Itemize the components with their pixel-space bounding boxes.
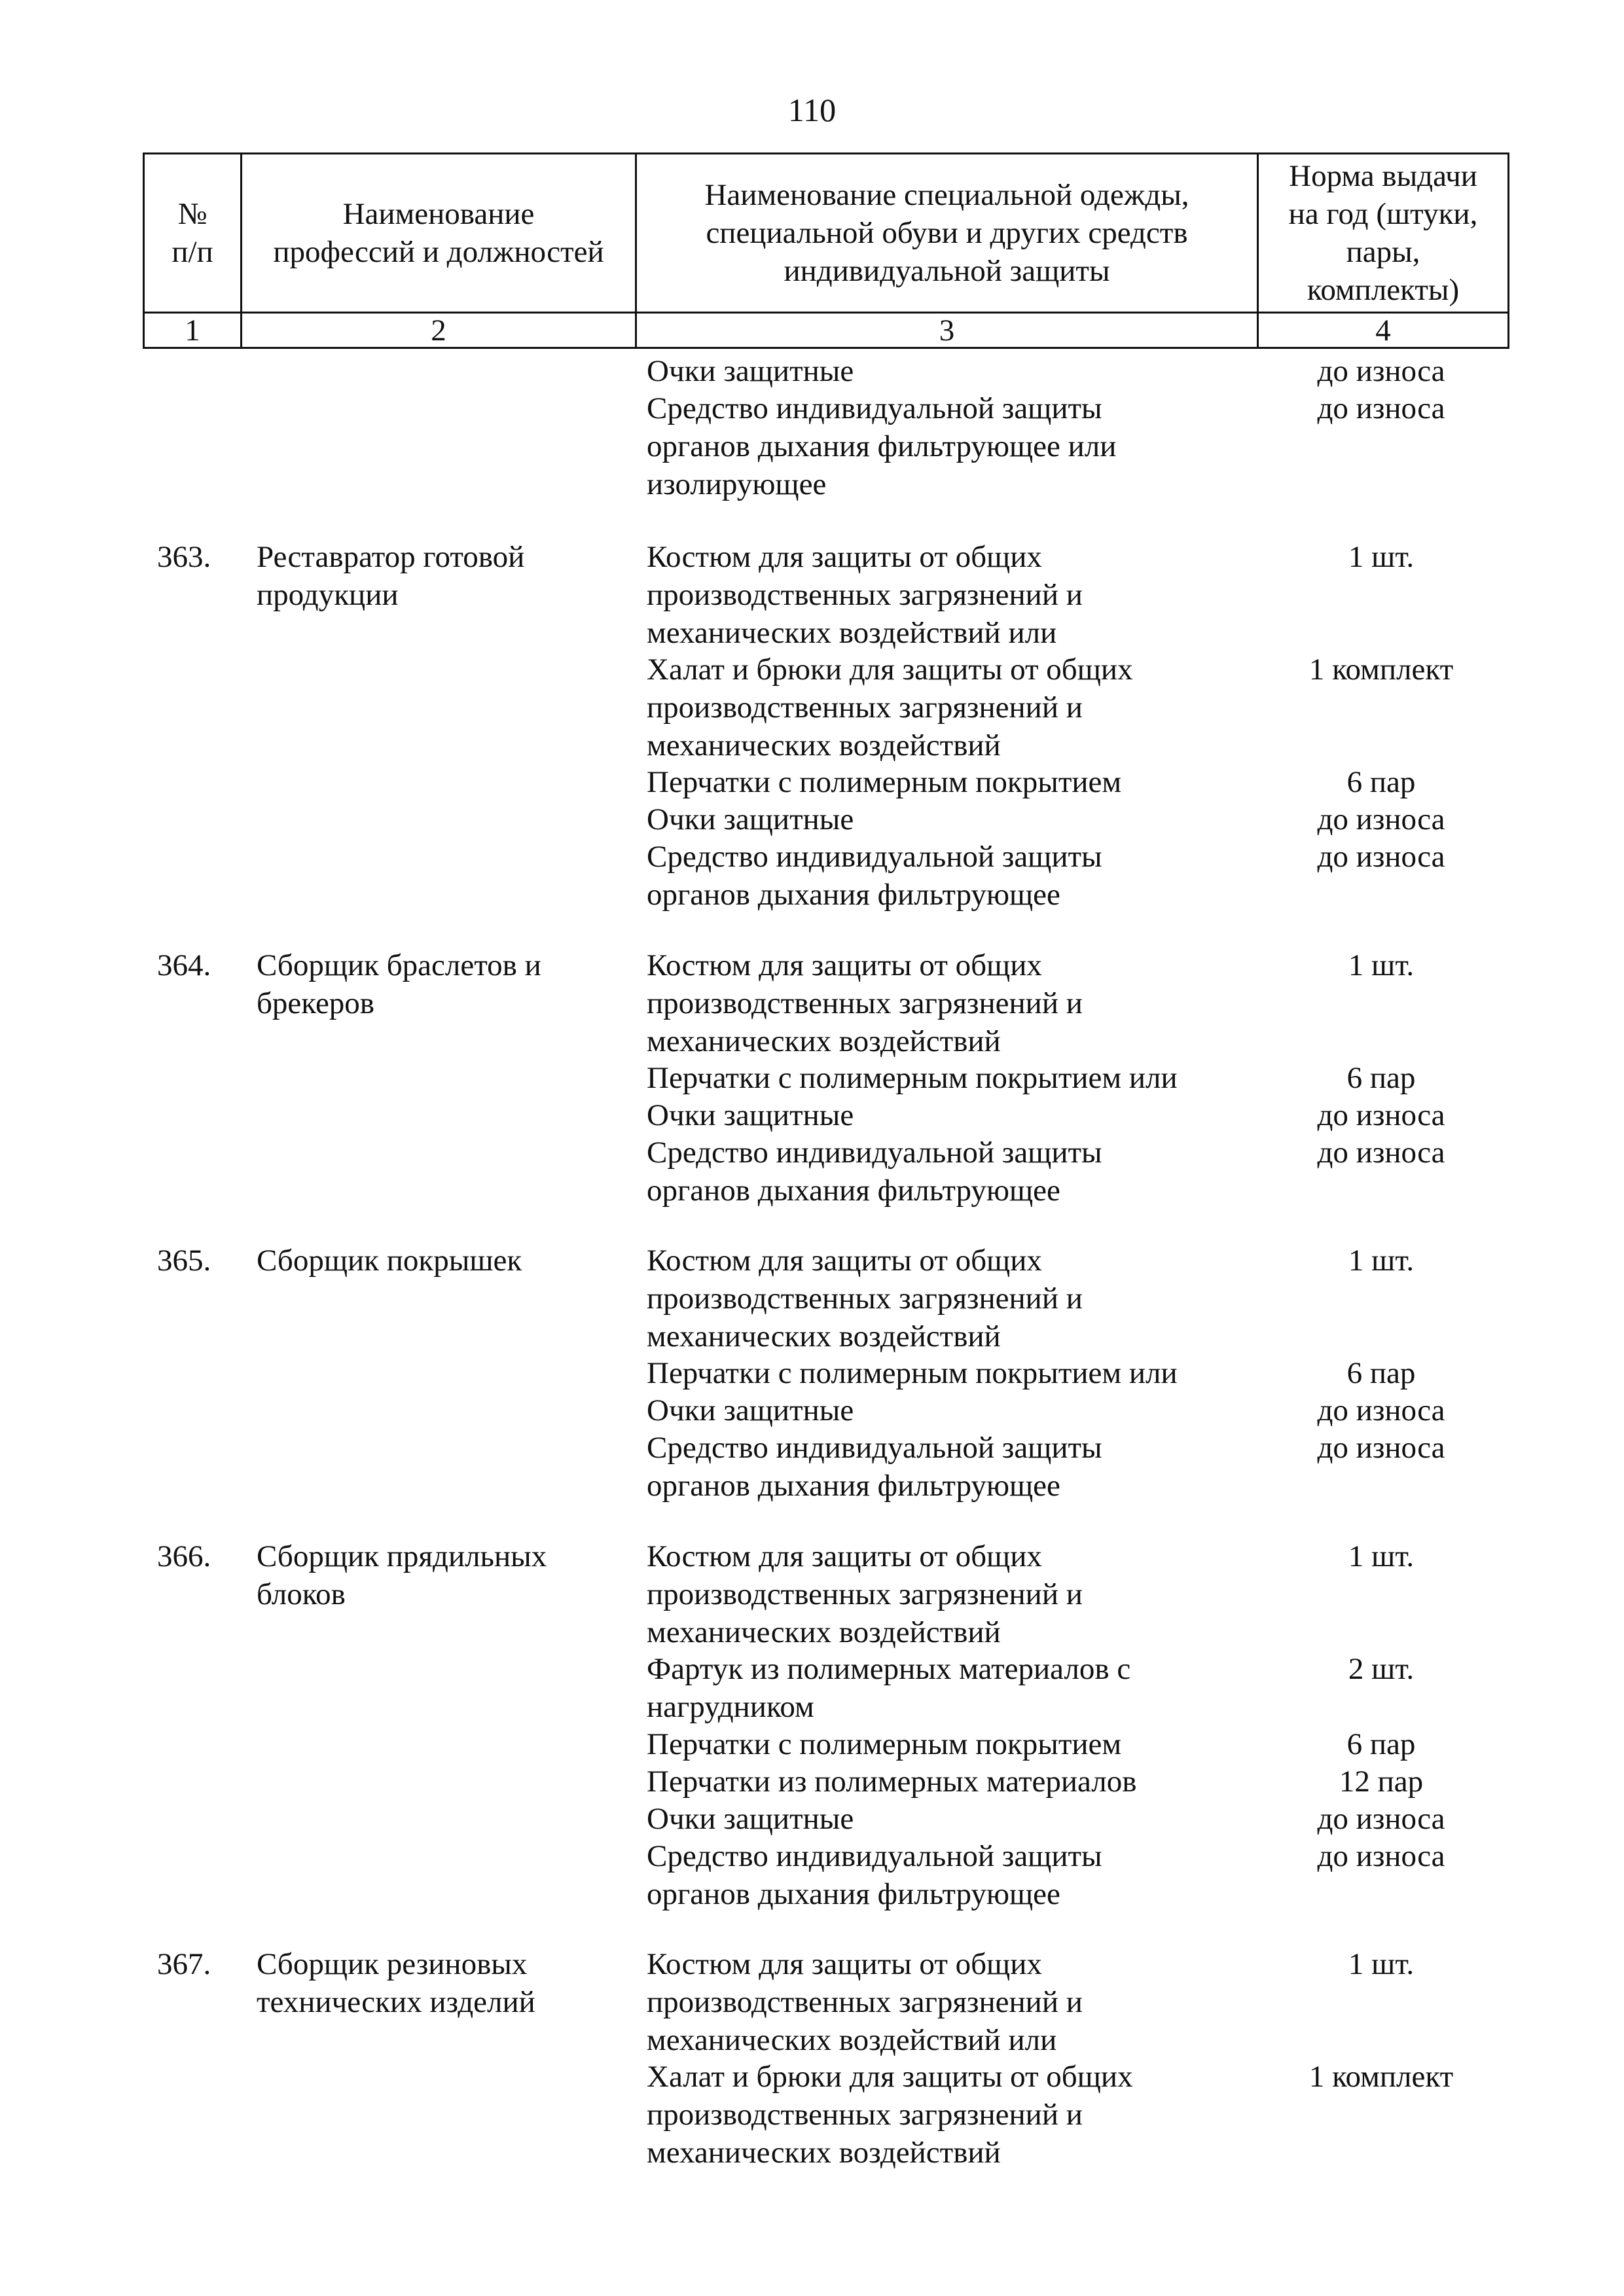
ppe-item-line: механических воздействий — [647, 2136, 1001, 2170]
ppe-item-line: Халат и брюки для защиты от общих — [647, 2060, 1133, 2094]
header-divider — [1257, 154, 1259, 347]
ppe-item-line: Очки защитные — [647, 1802, 854, 1836]
header-divider — [635, 154, 637, 347]
profession-name: Сборщик браслетов и — [257, 948, 541, 982]
ppe-norm: до износа — [1317, 391, 1445, 425]
ppe-item-line: механических воздействий — [647, 1319, 1001, 1354]
profession-name: Реставратор готовой — [257, 540, 525, 574]
ppe-item-line: производственных загрязнений и — [647, 691, 1083, 725]
ppe-norm: до износа — [1317, 1393, 1445, 1427]
ppe-item-line: производственных загрязнений и — [647, 578, 1083, 612]
ppe-item-line: механических воздействий — [647, 1615, 1001, 1649]
ppe-norm: 1 шт. — [1348, 948, 1415, 982]
ppe-item-line: Фартук из полимерных материалов с — [647, 1652, 1131, 1686]
ppe-norm: до износа — [1317, 840, 1445, 874]
ppe-item-line: органов дыхания фильтрующее — [647, 1877, 1060, 1911]
ppe-item-line: Халат и брюки для защиты от общих — [647, 653, 1133, 687]
ppe-norm: до износа — [1317, 1431, 1445, 1465]
ppe-norm: 6 пар — [1346, 1727, 1416, 1761]
ppe-item-line: Средство индивидуальной защиты — [647, 1839, 1102, 1873]
ppe-norm: до износа — [1317, 354, 1445, 388]
ppe-item-line: механических воздействий или — [647, 616, 1057, 650]
header-ppe-name: Наименование специальной одежды, специальной обуви и других средств индивидуальной защиты — [704, 178, 1189, 288]
ppe-norm: 1 комплект — [1308, 653, 1454, 687]
ppe-item-line: Костюм для защиты от общих — [647, 1244, 1042, 1278]
header-norm: Норма выдачи на год (штуки, пары, комплекты) — [1288, 159, 1478, 307]
page-number: 110 — [787, 92, 837, 128]
ppe-item-line: Средство индивидуальной защиты — [647, 391, 1102, 425]
table-header — [143, 152, 1509, 349]
header-num-4: 4 — [1375, 313, 1391, 348]
profession-name: технических изделий — [257, 1985, 535, 2019]
ppe-item-line: Очки защитные — [647, 354, 854, 388]
ppe-norm: 1 комплект — [1308, 2060, 1454, 2094]
ppe-norm: 6 пар — [1346, 1356, 1416, 1390]
ppe-item-line: Средство индивидуальной защиты — [647, 1136, 1102, 1170]
ppe-norm: 6 пар — [1346, 1061, 1416, 1095]
ppe-item-line: Костюм для защиты от общих — [647, 540, 1042, 574]
header-num-1: 1 — [185, 313, 200, 348]
header-num-2: 2 — [431, 313, 446, 348]
header-number: № п/п — [171, 197, 213, 269]
ppe-item-line: органов дыхания фильтрующее — [647, 1469, 1060, 1503]
entry-number: 364. — [157, 948, 211, 982]
ppe-item-line: органов дыхания фильтрующее — [647, 1174, 1060, 1208]
ppe-item-line: Костюм для защиты от общих — [647, 948, 1042, 982]
ppe-item-line: Очки защитные — [647, 1098, 854, 1132]
ppe-item-line: Перчатки из полимерных материалов — [647, 1765, 1137, 1799]
ppe-item-line: производственных загрязнений и — [647, 1282, 1083, 1316]
ppe-norm: 2 шт. — [1348, 1652, 1415, 1686]
ppe-item-line: Очки защитные — [647, 1393, 854, 1427]
ppe-norm: до износа — [1317, 1802, 1445, 1836]
ppe-item-line: механических воздействий или — [647, 2023, 1057, 2057]
profession-name: Сборщик резиновых — [257, 1947, 528, 1981]
ppe-item-line: органов дыхания фильтрующее — [647, 878, 1060, 912]
profession-name: брекеров — [257, 986, 374, 1020]
ppe-item-line: производственных загрязнений и — [647, 1577, 1083, 1611]
profession-name: Сборщик покрышек — [257, 1244, 522, 1278]
ppe-item-line: производственных загрязнений и — [647, 1985, 1083, 2019]
ppe-norm: до износа — [1317, 1839, 1445, 1873]
ppe-item-line: Перчатки с полимерным покрытием — [647, 765, 1122, 799]
ppe-norm: до износа — [1317, 1098, 1445, 1132]
profession-name: продукции — [257, 578, 399, 612]
ppe-norm: 1 шт. — [1348, 1947, 1415, 1981]
header-row-divider — [145, 312, 1507, 314]
ppe-item-line: механических воздействий — [647, 1024, 1001, 1058]
header-profession: Наименование профессий и должностей — [273, 197, 604, 269]
entry-number: 367. — [157, 1947, 211, 1981]
ppe-item-line: Очки защитные — [647, 802, 854, 836]
ppe-item-line: Перчатки с полимерным покрытием — [647, 1727, 1122, 1761]
ppe-item-line: Костюм для защиты от общих — [647, 1947, 1042, 1981]
ppe-norm: до износа — [1317, 1136, 1445, 1170]
profession-name: Сборщик прядильных — [257, 1539, 547, 1573]
ppe-item-line: изолирующее — [647, 467, 827, 501]
profession-name: блоков — [257, 1577, 346, 1611]
ppe-item-line: Средство индивидуальной защиты — [647, 1431, 1102, 1465]
ppe-item-line: производственных загрязнений и — [647, 986, 1083, 1020]
ppe-norm: 12 пар — [1339, 1765, 1424, 1799]
ppe-norm: 1 шт. — [1348, 1244, 1415, 1278]
header-num-3: 3 — [939, 313, 955, 348]
entry-number: 363. — [157, 540, 211, 574]
ppe-item-line: Перчатки с полимерным покрытием или — [647, 1356, 1178, 1390]
ppe-item-line: органов дыхания фильтрующее или — [647, 429, 1117, 463]
ppe-norm: 6 пар — [1346, 765, 1416, 799]
ppe-norm: 1 шт. — [1348, 1539, 1415, 1573]
ppe-item-line: Перчатки с полимерным покрытием или — [647, 1061, 1178, 1095]
entry-number: 365. — [157, 1244, 211, 1278]
ppe-item-line: Средство индивидуальной защиты — [647, 840, 1102, 874]
entry-number: 366. — [157, 1539, 211, 1573]
ppe-norm: до износа — [1317, 802, 1445, 836]
ppe-item-line: производственных загрязнений и — [647, 2098, 1083, 2132]
header-divider — [240, 154, 242, 347]
ppe-item-line: механических воздействий — [647, 728, 1001, 762]
ppe-item-line: нагрудником — [647, 1690, 814, 1724]
ppe-norm: 1 шт. — [1348, 540, 1415, 574]
ppe-item-line: Костюм для защиты от общих — [647, 1539, 1042, 1573]
